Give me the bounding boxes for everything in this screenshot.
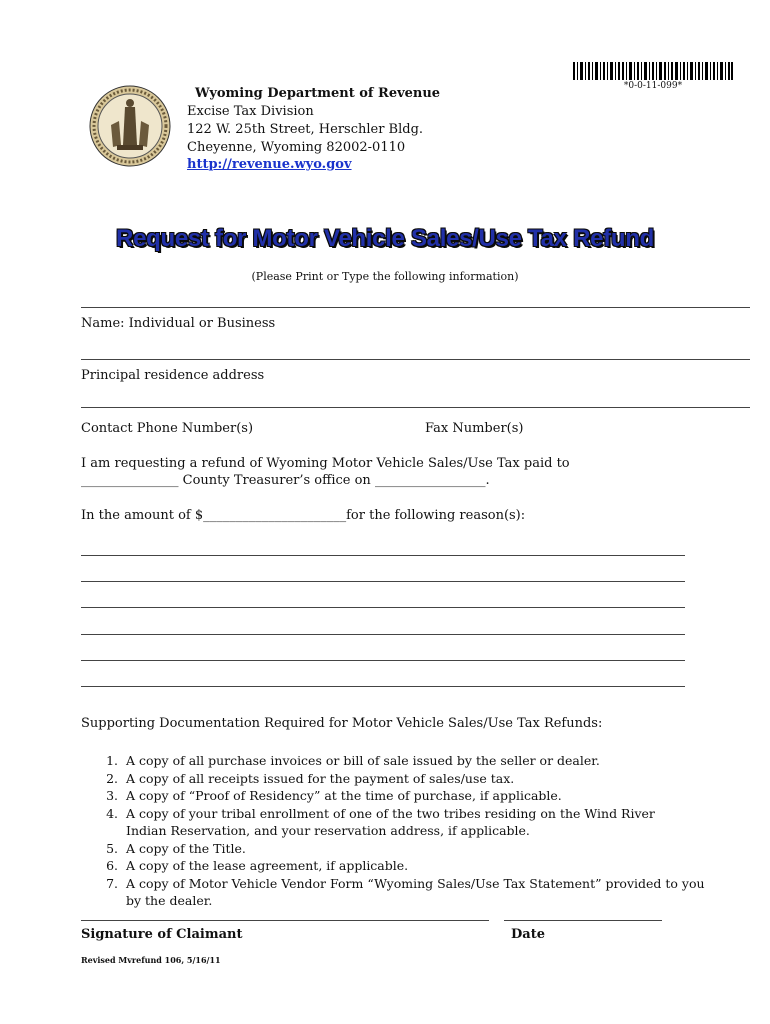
name-label: Name: Individual or Business	[81, 316, 276, 331]
list-item: 7. A copy of Motor Vehicle Vendor Form “Wyoming Sales/Use Tax Statement” provided to you by the dealer.	[106, 875, 705, 908]
form-title: Request for Motor Vehicle Sales/Use Tax Refund	[116, 225, 654, 252]
list-item: 3. A copy of “Proof of Residency” at the time of purchase, if applicable.	[106, 788, 562, 803]
list-item: 4. A copy of your tribal enrollment of one of the two tribes residing on the Wind River Indian Reservation, and your reservation address, if applicable.	[106, 805, 655, 838]
list-item: 2. A copy of all receipts issued for the payment of sales/use tax.	[106, 770, 515, 786]
barcode-icon	[573, 62, 733, 80]
revision-note: Revised Mvrefund 106, 5/16/11	[81, 955, 221, 965]
reason-line[interactable]	[81, 634, 685, 635]
barcode-number: *0-0-11-099*	[623, 81, 683, 91]
wyoming-seal-icon	[89, 85, 171, 167]
reason-line[interactable]	[81, 660, 685, 661]
list-item: 5. A copy of the Title.	[106, 840, 246, 856]
list-item: 6. A copy of the lease agreement, if applicable.	[106, 858, 409, 873]
date-line[interactable]	[504, 920, 662, 921]
address-label: Principal residence address	[81, 368, 265, 383]
reason-line[interactable]	[81, 686, 685, 687]
address-field-line[interactable]	[81, 407, 750, 408]
signature-label: Signature of Claimant	[81, 927, 243, 942]
rule-top	[81, 307, 750, 308]
street-address: 122 W. 25th Street, Herschler Bldg.	[187, 122, 424, 137]
website-link[interactable]: http://revenue.wyo.gov	[187, 157, 352, 172]
date-label: Date	[511, 927, 545, 942]
reason-line[interactable]	[81, 555, 685, 556]
city-address: Cheyenne, Wyoming 82002-0110	[187, 140, 406, 155]
phone-label: Contact Phone Number(s)	[81, 421, 254, 436]
division-name: Excise Tax Division	[187, 104, 314, 119]
name-field-line[interactable]	[81, 359, 750, 360]
documentation-heading: Supporting Documentation Required for Motor Vehicle Sales/Use Tax Refunds:	[81, 716, 603, 731]
reason-line[interactable]	[81, 607, 685, 608]
signature-line[interactable]	[81, 920, 489, 921]
request-line-1: I am requesting a refund of Wyoming Motor Vehicle Sales/Use Tax paid to	[81, 456, 570, 471]
request-line-2: _______________ County Treasurer’s office on _________________.	[81, 473, 490, 488]
reason-line[interactable]	[81, 581, 685, 582]
form-title-container	[0, 225, 770, 253]
fax-label: Fax Number(s)	[425, 421, 524, 436]
department-name: Wyoming Department of Revenue	[195, 86, 441, 101]
amount-line: In the amount of $______________________for the following reason(s):	[81, 508, 526, 523]
list-item: 1. A copy of all purchase invoices or bill of sale issued by the seller or dealer.	[106, 753, 600, 768]
documentation-list	[96, 752, 705, 910]
form-instruction: (Please Print or Type the following information)	[251, 270, 519, 283]
